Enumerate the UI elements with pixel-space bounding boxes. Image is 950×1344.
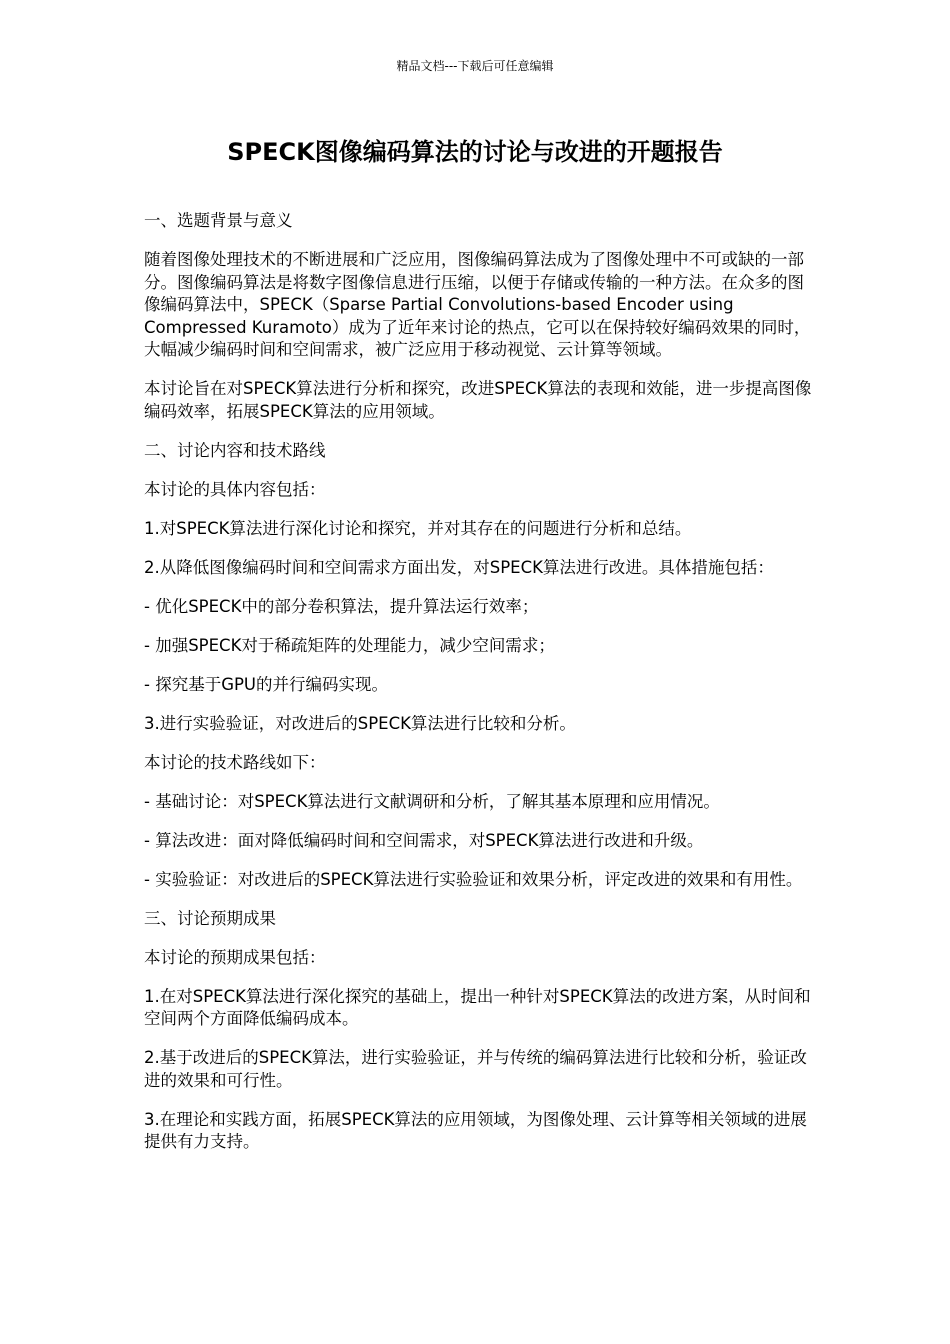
list-item-content-2: 2.从降低图像编码时间和空间需求方面出发，对SPECK算法进行改进。具体措施包括： <box>144 557 774 577</box>
document-title: SPECK图像编码算法的讨论与改进的开题报告 <box>227 138 723 166</box>
list-item-route-3: - 实验验证：对改进后的SPECK算法进行实验验证和效果分析，评定改进的效果和有用性。 <box>144 869 803 889</box>
paragraph-background: 随着图像处理技术的不断进展和广泛应用，图像编码算法成为了图像处理中不可或缺的一部分。图像编码算法是将数字图像信息进行压缩，以便于存储或传输的一种方法。在众多的图像编码算法中，SPECK（Sparse Partial Convolutions-based Encoder using Compressed Kuramoto）成为了近年来讨论的热点，它可以在保持较好编码效果的同时，大幅减少编码时间和空间需求，被广泛应用于移动视觉、云计算等领域。 <box>144 250 811 359</box>
list-item-route-1: - 基础讨论：对SPECK算法进行文献调研和分析，了解其基本原理和应用情况。 <box>144 791 720 811</box>
list-item-result-1: 1.在对SPECK算法进行深化探究的基础上，提出一种针对SPECK算法的改进方案，从时间和空间两个方面降低编码成本。 <box>144 986 811 1028</box>
list-item-route-2: - 算法改进：面对降低编码时间和空间需求，对SPECK算法进行改进和升级。 <box>144 830 704 850</box>
list-item-content-3: 3.进行实验验证，对改进后的SPECK算法进行比较和分析。 <box>144 713 576 733</box>
paragraph-purpose: 本讨论旨在对SPECK算法进行分析和探究，改进SPECK算法的表现和效能，进一步提高图像编码效率，拓展SPECK算法的应用领域。 <box>144 379 812 421</box>
list-item-measure-2: - 加强SPECK对于稀疏矩阵的处理能力，减少空间需求； <box>144 635 555 655</box>
paragraph-content-intro: 本讨论的具体内容包括： <box>144 479 326 499</box>
list-item-measure-1: - 优化SPECK中的部分卷积算法，提升算法运行效率； <box>144 596 539 616</box>
list-item-result-2: 2.基于改进后的SPECK算法，进行实验验证，并与传统的编码算法进行比较和分析，验证改进的效果和可行性。 <box>144 1048 807 1090</box>
section-heading-results: 三、讨论预期成果 <box>144 908 276 928</box>
list-item-result-3: 3.在理论和实践方面，拓展SPECK算法的应用领域，为图像处理、云计算等相关领域的进展提供有力支持。 <box>144 1109 807 1151</box>
list-item-measure-3: - 探究基于GPU的并行编码实现。 <box>144 674 389 694</box>
header-note: 精品文档---下载后可任意编辑 <box>396 59 554 73</box>
section-heading-background: 一、选题背景与意义 <box>144 211 293 230</box>
paragraph-results-intro: 本讨论的预期成果包括： <box>144 947 326 967</box>
list-item-content-1: 1.对SPECK算法进行深化讨论和探究，并对其存在的问题进行分析和总结。 <box>144 518 692 538</box>
paragraph-route-intro: 本讨论的技术路线如下： <box>144 752 326 772</box>
section-heading-content: 二、讨论内容和技术路线 <box>144 440 326 460</box>
document-body <box>144 210 816 1170</box>
